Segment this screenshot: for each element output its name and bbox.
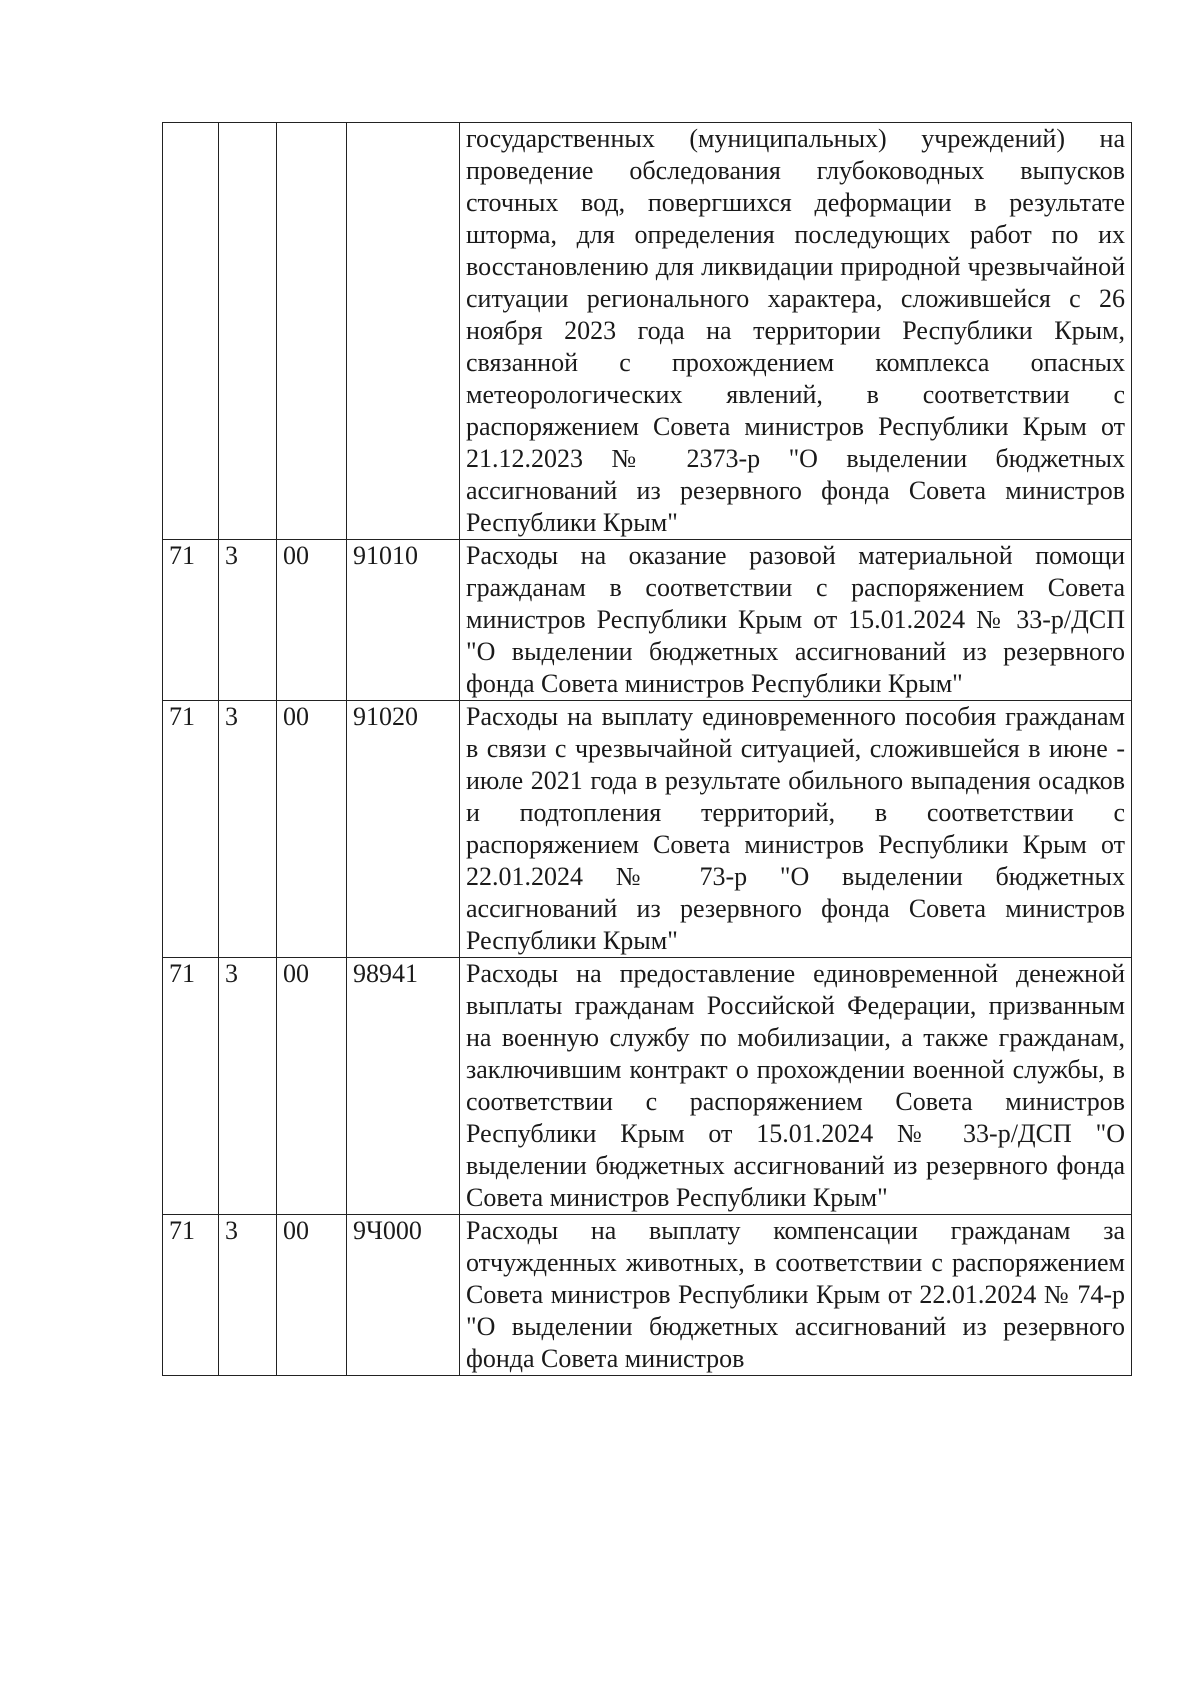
program-code-cell (163, 123, 219, 540)
description-cell (460, 123, 1132, 540)
subprogram-code-cell: 3 (219, 540, 277, 701)
main-event-code-cell: 00 (277, 540, 347, 701)
subprogram-code-cell: 3 (219, 958, 277, 1215)
subprogram-code-cell: 3 (219, 701, 277, 958)
direction-code-cell (347, 123, 460, 540)
description-cell (460, 540, 1132, 701)
description-text: Расходы на выплату единовременного пособия гражданам в связи с чрезвычайной ситуацией, сложившейся в июне - июле 2021 года в результате обильного выпадения осадков и подтопления территорий, в соответствии с распоряжением Совета министров Республики Крым от 22.01.2024 № 73-р "О выделении бюджетных ассигнований из резервного фонда Совета министров Республики Крым" (466, 702, 1125, 955)
table-row (163, 701, 1132, 958)
program-code-cell: 71 (163, 1215, 219, 1376)
table-row (163, 1215, 1132, 1376)
subprogram-code-cell (219, 123, 277, 540)
description-text: Расходы на предоставление единовременной денежной выплаты гражданам Российской Федерации, призванным на военную службу по мобилизации, а также гражданам, заключившим контракт о прохождении военной службы, в соответствии с распоряжением Совета министров Республики Крым от 15.01.2024 № 33-р/ДСП "О выделении бюджетных ассигнований из резервного фонда Совета министров Республики Крым" (466, 959, 1125, 1212)
description-cell (460, 1215, 1132, 1376)
main-event-code-cell (277, 123, 347, 540)
program-code-cell: 71 (163, 701, 219, 958)
budget-classification-table (162, 122, 1132, 1376)
direction-code-cell: 98941 (347, 958, 460, 1215)
description-text: Расходы на оказание разовой материальной помощи гражданам в соответствии с распоряжением Совета министров Республики Крым от 15.01.2024 № 33-р/ДСП "О выделении бюджетных ассигнований из резервного фонда Совета министров Республики Крым" (466, 541, 1125, 698)
description-text: государственных (муниципальных) учреждений) на проведение обследования глубоководных выпусков сточных вод, повергшихся деформации в результате шторма, для определения последующих работ по их восстановлению для ликвидации природной чрезвычайной ситуации регионального характера, сложившейся с 26 ноября 2023 года на территории Республики Крым, связанной с прохождением комплекса опасных метеорологических явлений, в соответствии с распоряжением Совета министров Республики Крым от 21.12.2023 № 2373-р "О выделении бюджетных ассигнований из резервного фонда Совета министров Республики Крым" (466, 124, 1125, 537)
main-event-code-cell: 00 (277, 701, 347, 958)
description-cell (460, 701, 1132, 958)
description-text: Расходы на выплату компенсации гражданам за отчужденных животных, в соответствии с распоряжением Совета министров Республики Крым от 22.01.2024 № 74-р "О выделении бюджетных ассигнований из резервного фонда Совета министров (466, 1216, 1125, 1373)
table-row (163, 123, 1132, 540)
direction-code-cell: 91020 (347, 701, 460, 958)
direction-code-cell: 91010 (347, 540, 460, 701)
program-code-cell: 71 (163, 958, 219, 1215)
table-row (163, 958, 1132, 1215)
table-row (163, 540, 1132, 701)
main-event-code-cell: 00 (277, 1215, 347, 1376)
main-event-code-cell: 00 (277, 958, 347, 1215)
subprogram-code-cell: 3 (219, 1215, 277, 1376)
direction-code-cell: 9Ч000 (347, 1215, 460, 1376)
program-code-cell: 71 (163, 540, 219, 701)
description-cell (460, 958, 1132, 1215)
